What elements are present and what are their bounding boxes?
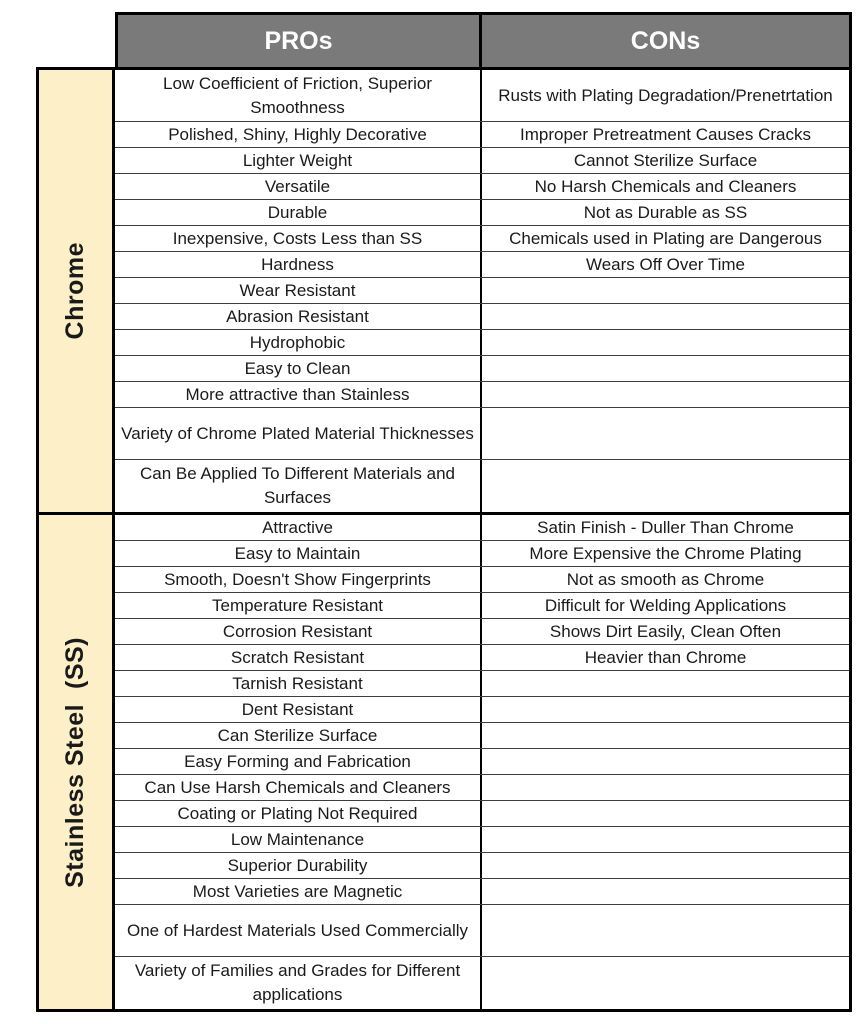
con-cell: Shows Dirt Easily, Clean Often [549, 621, 782, 641]
pro-cell: Durable [115, 200, 482, 225]
con-cell [482, 278, 849, 303]
pro-cell: Corrosion Resistant [115, 619, 482, 644]
pro-cell: One of Hardest Materials Used Commercially [115, 905, 482, 956]
pro-cell: Variety of Families and Grades for Different applications [115, 957, 482, 1009]
pro-cell: Can Sterilize Surface [115, 723, 482, 748]
con-cell: Improper Pretreatment Causes Cracks [520, 124, 811, 144]
table-row [115, 905, 849, 957]
con-cell [482, 697, 849, 722]
con-cell [482, 801, 849, 826]
table-row [115, 775, 849, 801]
pro-cell: Can Be Applied To Different Materials and Surfaces [115, 460, 482, 512]
section-rows-chrome [115, 70, 849, 512]
section-label-stainless-steel: Stainless Steel (SS) [61, 636, 89, 888]
section-rows-stainless-steel [115, 515, 849, 1009]
pro-cell: Polished, Shiny, Highly Decorative [115, 122, 482, 147]
table-row [115, 382, 849, 408]
con-cell [482, 671, 849, 696]
con-cell: Heavier than Chrome [584, 647, 747, 667]
table-row [115, 330, 849, 356]
con-cell [482, 304, 849, 329]
con-cell: No Harsh Chemicals and Cleaners [534, 176, 797, 196]
comparison-table [36, 12, 852, 1012]
con-cell [482, 408, 849, 459]
table-body [36, 67, 852, 1012]
pro-cell: Wear Resistant [115, 278, 482, 303]
pros-header: PROs [115, 12, 482, 70]
con-cell: Satin Finish - Duller Than Chrome [537, 517, 794, 537]
con-cell [482, 382, 849, 407]
con-cell [482, 775, 849, 800]
section-label-chrome: Chrome [61, 242, 89, 340]
pro-cell: Lighter Weight [115, 148, 482, 173]
con-cell [482, 957, 849, 1009]
con-cell [482, 905, 849, 956]
table-row [115, 879, 849, 905]
table-row [115, 304, 849, 330]
table-row [115, 619, 849, 645]
con-cell [482, 356, 849, 381]
table-row [115, 567, 849, 593]
pro-cell: Dent Resistant [115, 697, 482, 722]
pro-cell: Hardness [115, 252, 482, 277]
section-label-cell-chrome [39, 70, 115, 512]
table-row [115, 957, 849, 1009]
section-chrome [36, 67, 852, 515]
table-header-row [115, 12, 852, 70]
table-row [115, 122, 849, 148]
con-cell [482, 749, 849, 774]
pro-cell: Tarnish Resistant [115, 671, 482, 696]
con-cell [482, 723, 849, 748]
cons-header: CONs [482, 12, 852, 70]
table-row [115, 252, 849, 278]
table-row [115, 174, 849, 200]
con-cell: More Expensive the Chrome Plating [529, 543, 802, 563]
con-cell: Chemicals used in Plating are Dangerous [509, 228, 822, 248]
pro-cell: Hydrophobic [115, 330, 482, 355]
pro-cell: Easy to Maintain [115, 541, 482, 566]
table-row [115, 356, 849, 382]
pro-cell: Temperature Resistant [115, 593, 482, 618]
pro-cell: Easy Forming and Fabrication [115, 749, 482, 774]
pro-cell: Scratch Resistant [115, 645, 482, 670]
con-cell [482, 330, 849, 355]
pro-cell: More attractive than Stainless [115, 382, 482, 407]
con-cell [482, 879, 849, 904]
con-cell [482, 460, 849, 512]
con-cell: Difficult for Welding Applications [544, 595, 787, 615]
table-row [115, 645, 849, 671]
pro-cell: Most Varieties are Magnetic [115, 879, 482, 904]
table-row [115, 723, 849, 749]
table-row [115, 408, 849, 460]
section-label-cell-stainless-steel [39, 515, 115, 1009]
pro-cell: Smooth, Doesn't Show Fingerprints [115, 567, 482, 592]
pro-cell: Inexpensive, Costs Less than SS [115, 226, 482, 251]
pro-cell: Variety of Chrome Plated Material Thicknesses [115, 408, 482, 459]
table-row [115, 801, 849, 827]
table-row [115, 541, 849, 567]
table-row [115, 827, 849, 853]
pro-cell: Low Maintenance [115, 827, 482, 852]
table-row [115, 853, 849, 879]
con-cell [482, 827, 849, 852]
table-row [115, 671, 849, 697]
section-stainless-steel [36, 512, 852, 1012]
pro-cell: Attractive [115, 515, 482, 540]
table-row [115, 70, 849, 122]
con-cell [482, 853, 849, 878]
pro-cell: Coating or Plating Not Required [115, 801, 482, 826]
table-row [115, 515, 849, 541]
table-row [115, 460, 849, 512]
con-cell: Rusts with Plating Degradation/Prenetrtation [498, 85, 833, 105]
table-row [115, 200, 849, 226]
pro-cell: Easy to Clean [115, 356, 482, 381]
table-row [115, 226, 849, 252]
con-cell: Not as Durable as SS [583, 202, 748, 222]
table-row [115, 593, 849, 619]
con-cell: Wears Off Over Time [585, 254, 746, 274]
con-cell: Not as smooth as Chrome [566, 569, 765, 589]
pro-cell: Can Use Harsh Chemicals and Cleaners [115, 775, 482, 800]
pro-cell: Versatile [115, 174, 482, 199]
pro-cell: Low Coefficient of Friction, Superior Smoothness [115, 70, 482, 121]
con-cell: Cannot Sterilize Surface [573, 150, 758, 170]
table-row [115, 749, 849, 775]
table-row [115, 148, 849, 174]
table-row [115, 697, 849, 723]
table-row [115, 278, 849, 304]
pro-cell: Abrasion Resistant [115, 304, 482, 329]
pro-cell: Superior Durability [115, 853, 482, 878]
